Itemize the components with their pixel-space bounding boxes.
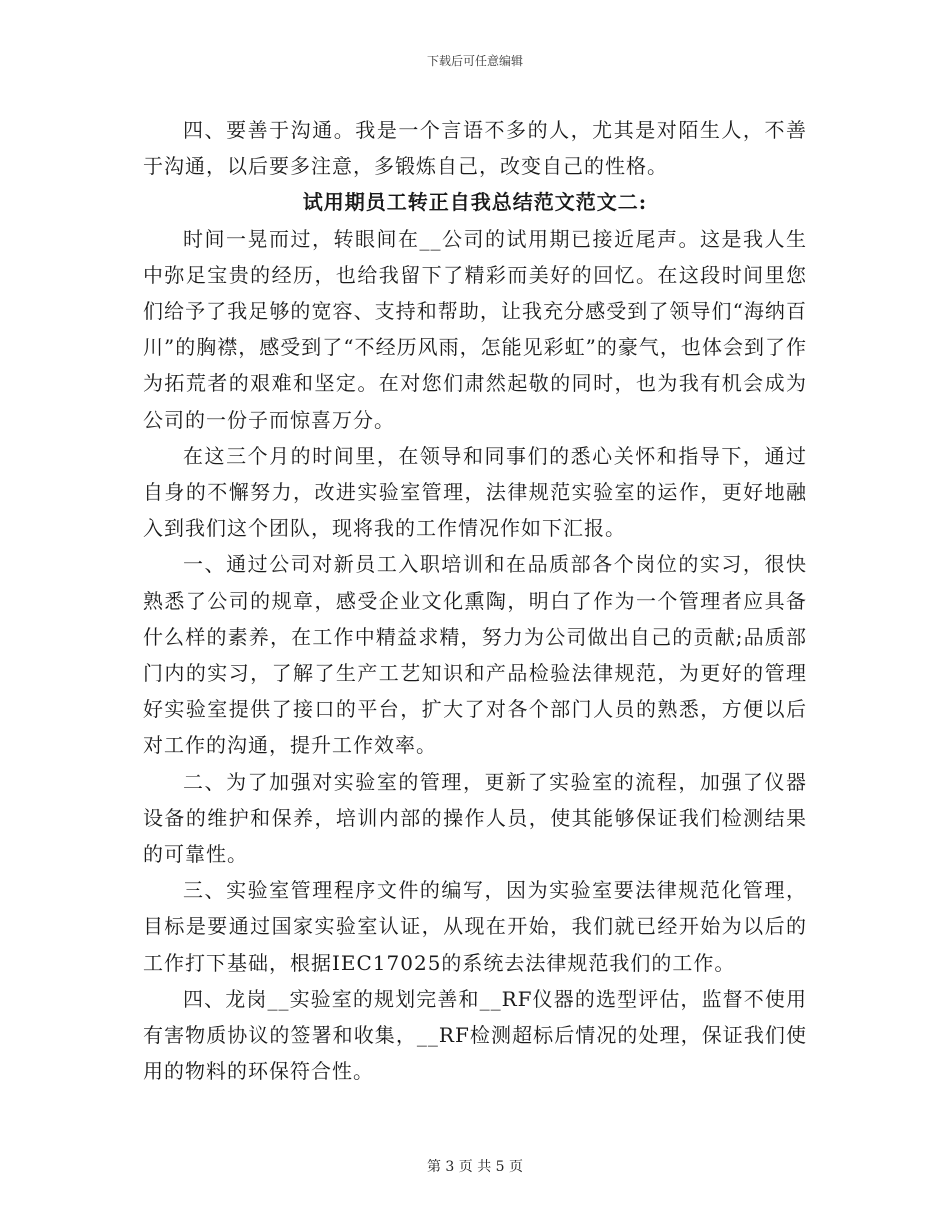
- body-paragraph: 时间一晃而过，转眼间在__公司的试用期已接近尾声。这是我人生中弥足宝贵的经历，也给我留下了精彩而美好的回忆。在这段时间里您们给予了我足够的宽容、支持和帮助，让我充分感受到了领导们“海纳百川”的胸襟，感受到了“不经历风雨，怎能见彩虹”的豪气，也体会到了作为拓荒者的艰难和坚定。在对您们肃然起敬的同时，也为我有机会成为公司的一份子而惊喜万分。: [143, 226, 807, 432]
- body-paragraph: 在这三个月的时间里，在领导和同事们的悉心关怀和指导下，通过自身的不懈努力，改进实验室管理，法律规范实验室的运作，更好地融入到我们这个团队，现将我的工作情况作如下汇报。: [143, 443, 807, 541]
- page-header: 下载后可任意编辑: [426, 54, 523, 68]
- body-paragraph: 二、为了加强对实验室的管理，更新了实验室的流程，加强了仪器设备的维护和保养，培训内部的操作人员，使其能够保证我们检测结果的可靠性。: [143, 769, 807, 867]
- body-paragraph: 四、龙岗__实验室的规划完善和__RF仪器的选型评估，监督不使用有害物质协议的签署和收集，__RF检测超标后情况的处理，保证我们使用的物料的环保符合性。: [143, 986, 807, 1084]
- section-title: 试用期员工转正自我总结范文范文二:: [302, 190, 648, 215]
- document-body: [143, 112, 807, 1089]
- body-paragraph: 三、实验室管理程序文件的编写，因为实验室要法律规范化管理，目标是要通过国家实验室认证，从现在开始，我们就已经开始为以后的工作打下基础，根据IEC17025的系统去法律规范我们的工作。: [143, 878, 807, 975]
- page-number: 第 3 页 共 5 页: [426, 1159, 524, 1175]
- body-paragraph: 四、要善于沟通。我是一个言语不多的人，尤其是对陌生人，不善于沟通，以后要多注意，多锻炼自己，改变自己的性格。: [143, 118, 807, 179]
- body-paragraph: 一、通过公司对新员工入职培训和在品质部各个岗位的实习，很快熟悉了公司的规章，感受企业文化熏陶，明白了作为一个管理者应具备什么样的素养，在工作中精益求精，努力为公司做出自己的贡献;品质部门内的实习，了解了生产工艺知识和产品检验法律规范，为更好的管理好实验室提供了接口的平台，扩大了对各个部门人员的熟悉，方便以后对工作的沟通，提升工作效率。: [143, 552, 807, 758]
